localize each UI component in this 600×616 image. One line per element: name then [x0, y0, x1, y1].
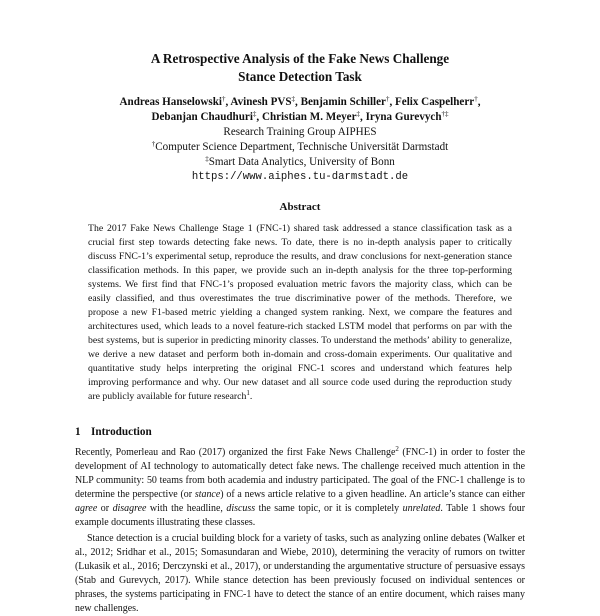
- abstract-text: The 2017 Fake News Challenge Stage 1 (FNC-1) shared task addressed a stance classification task as a crucial first step towards detecting fake news. To date, there is no in-depth analysis paper to critically discuss FNC-1’s experimental setup, reproduce the results, and draw conclusions for next-generation stance classification methods. In this paper, we provide such an in-depth analysis for the three top-performing systems. We first find that FNC-1’s proposed evaluation metric favors the majority class, which can be easily classified, and thus overestimates the true discriminative power of the methods. Therefore, we propose a new F1-based metric yielding a changed system ranking. Next, we compare the features and architectures used, which leads to a novel feature-rich stacked LSTM model that performs on par with the best systems, but is superior in predicting minority classes. To understand the methods’ ability to generalize, we derive a new dataset and perform both in-domain and cross-domain experiments. Our qualitative and quantitative study helps interpreting the original FNC-1 scores and understand which features help improving performance and why. Our new dataset and all source code used during the reproduction study are publicly available for future research: [88, 223, 512, 402]
- author-affil-mark: †‡: [441, 110, 449, 118]
- author-affil-mark: ‡: [252, 110, 257, 118]
- author-affil-mark: †: [221, 95, 226, 103]
- paper-title-line-1: A Retrospective Analysis of the Fake News Challenge: [150, 51, 450, 66]
- author-name: Felix Caspelherr: [395, 96, 475, 108]
- author-name: Christian M. Meyer: [261, 111, 357, 123]
- author-affil-mark: †: [474, 95, 478, 103]
- intro-paragraph-1: Recently, Pomerleau and Rao (2017) organized the first Fake News Challenge$^2$ (FNC-1) in order to foster the development of AI technology to automatically detect fake news. The challenge received much attention in the NLP community: 50 teams from both academia and industry participated. The goal of the FNC-1 challenge is to determine the perspective (or stance) of a news article relative to a given headline. An article’s stance can either agree or disagree with the headline, discuss the same topic, or it is completely unrelated. Table 1 shows four example documents illustrating these classes.: [75, 445, 526, 528]
- author-name: Benjamin Schiller: [300, 96, 386, 108]
- affiliation-mark: ‡: [205, 155, 209, 163]
- section-heading-introduction: [75, 426, 152, 438]
- introduction-body: [75, 446, 525, 616]
- group-url[interactable]: https://www.aiphes.tu-darmstadt.de: [191, 171, 409, 183]
- abstract-heading: Abstract: [279, 201, 321, 213]
- author-list-line-2: Debanjan Chaudhuri‡, Christian M. Meyer‡, Iryna Gurevych†‡: [151, 110, 449, 123]
- section-title: Introduction: [91, 426, 152, 438]
- affiliation-2: ‡Smart Data Analytics, University of Bonn: [205, 155, 395, 168]
- author-affil-mark: ‡: [356, 110, 361, 118]
- abstract-body: The 2017 Fake News Challenge Stage 1 (FNC-1) shared task addressed a stance classification task as a crucial first step towards detecting fake news. To date, there is no in-depth analysis paper to critically discuss FNC-1’s experimental setup, reproduce the results, and draw conclusions for next-generation stance classification methods. In this paper, we provide such an in-depth analysis for the three top-performing systems. We first find that FNC-1’s proposed evaluation metric favors the majority class, which can be easily classified, and thus overestimates the true discriminative power of the methods. Therefore, we propose a new F1-based metric yielding a changed system ranking. Next, we compare the features and architectures used, which leads to a novel feature-rich stacked LSTM model that performs on par with the best systems, but is superior in predicting minority classes. To understand the methods’ ability to generalize, we derive a new dataset and perform both in-domain and cross-domain experiments. Our qualitative and quantitative study helps interpreting the original FNC-1 scores and understand which features help improving performance and why. Our new dataset and all source code used during the reproduction study are publicly available for future research$^1$.: [88, 223, 512, 402]
- author-affil-mark: †: [385, 95, 390, 103]
- author-name: Avinesh PVS: [230, 96, 292, 108]
- footnote-mark[interactable]: 2: [395, 445, 399, 453]
- author-list-line-1: Andreas Hanselowski†, Avinesh PVS‡, Benjamin Schiller†, Felix Caspelherr†,: [119, 95, 481, 108]
- paper-title-line-2: Stance Detection Task: [238, 69, 362, 84]
- research-group: Research Training Group AIPHES: [223, 126, 377, 138]
- section-number: 1: [75, 426, 81, 438]
- intro-paragraph-2: Stance detection is a crucial building block for a variety of tasks, such as analyzing online debates (Walker et al., 2012; Sridhar et al., 2015; Somasundaran and Wiebe, 2010), determining the veracity of rumors on twitter (Lukasik et al., 2016; Derczynski et al., 2017), or understanding the argumentative structure of persuasive essays (Stab and Gurevych, 2017). While stance detection has been previously focused on individual sentences or phrases, the systems participating in FNC-1 have to detect the stance of an entire document, which raises many new challenges.: [75, 533, 525, 614]
- affiliation-1: †Computer Science Department, Technische Universität Darmstadt: [151, 140, 449, 153]
- author-name: Debanjan Chaudhuri: [151, 111, 253, 123]
- author-name: Andreas Hanselowski: [119, 96, 222, 108]
- author-affil-mark: ‡: [291, 95, 296, 103]
- affiliation-mark: †: [151, 140, 156, 148]
- footnote-mark[interactable]: 1: [246, 389, 250, 397]
- author-name: Iryna Gurevych: [365, 111, 442, 123]
